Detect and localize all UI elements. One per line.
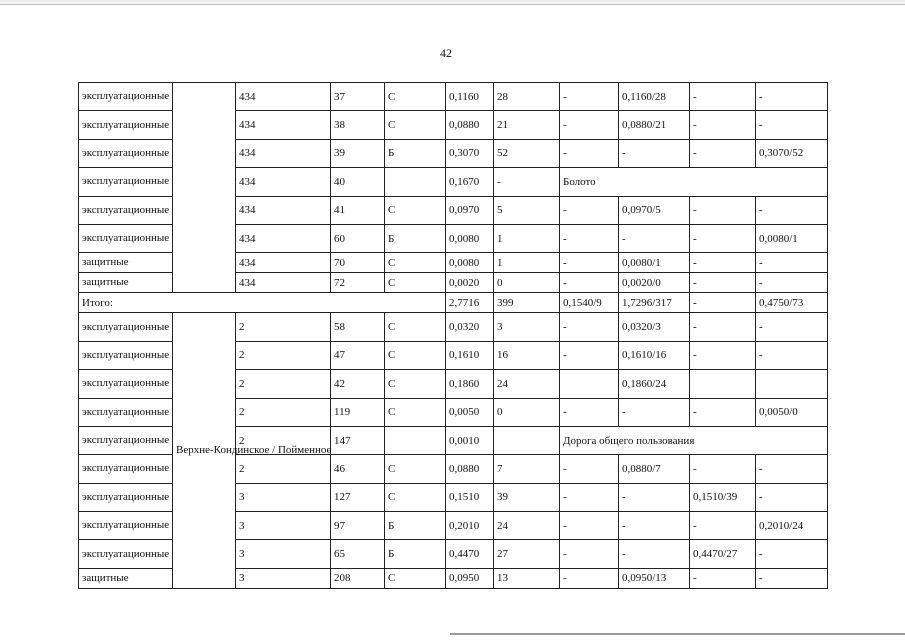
- plot-cell: 41: [331, 196, 385, 224]
- quarter-cell: 434: [236, 196, 331, 224]
- total-value-cell: 1,7296/317: [619, 293, 690, 313]
- value-cell: -: [560, 139, 619, 167]
- value-cell: 0,0080/1: [756, 224, 828, 252]
- volume-cell: 24: [494, 512, 560, 540]
- value-cell: -: [619, 398, 690, 426]
- value-cell: [690, 370, 756, 398]
- quarter-cell: 434: [236, 273, 331, 293]
- quarter-cell: 2: [236, 370, 331, 398]
- value-cell: -: [690, 341, 756, 369]
- quarter-cell: 3: [236, 483, 331, 511]
- area-cell: 0,1510: [446, 483, 494, 511]
- purpose-cell: эксплуатационные: [79, 313, 173, 341]
- value-cell: -: [619, 512, 690, 540]
- plot-cell: 60: [331, 224, 385, 252]
- volume-cell: 24: [494, 370, 560, 398]
- volume-cell: 5: [494, 196, 560, 224]
- quarter-cell: 434: [236, 224, 331, 252]
- kind-cell: С: [385, 455, 446, 483]
- area-cell: 0,1160: [446, 83, 494, 111]
- area-cell: 0,0050: [446, 398, 494, 426]
- plot-cell: 38: [331, 111, 385, 139]
- table-row: [79, 313, 828, 341]
- plot-cell: 42: [331, 370, 385, 398]
- value-cell: 0,0320/3: [619, 313, 690, 341]
- value-cell: -: [690, 83, 756, 111]
- plot-cell: 70: [331, 253, 385, 273]
- quarter-cell: 2: [236, 341, 331, 369]
- plot-cell: 37: [331, 83, 385, 111]
- value-cell: 0,1510/39: [690, 483, 756, 511]
- note-cell: Дорога общего пользования: [560, 426, 828, 454]
- purpose-cell: эксплуатационные: [79, 341, 173, 369]
- kind-cell: Б: [385, 139, 446, 167]
- volume-cell: 1: [494, 253, 560, 273]
- purpose-cell: защитные: [79, 273, 173, 293]
- kind-cell: С: [385, 273, 446, 293]
- volume-cell: 16: [494, 341, 560, 369]
- volume-cell: 28: [494, 83, 560, 111]
- value-cell: -: [560, 483, 619, 511]
- volume-cell: 27: [494, 540, 560, 568]
- volume-cell: -: [494, 168, 560, 196]
- area-cell: 0,0950: [446, 568, 494, 588]
- purpose-cell: эксплуатационные: [79, 540, 173, 568]
- value-cell: -: [690, 111, 756, 139]
- purpose-cell: эксплуатационные: [79, 83, 173, 111]
- kind-cell: С: [385, 253, 446, 273]
- kind-cell: С: [385, 568, 446, 588]
- value-cell: -: [619, 540, 690, 568]
- value-cell: 0,0080/1: [619, 253, 690, 273]
- total-value-cell: 399: [494, 293, 560, 313]
- value-cell: -: [619, 483, 690, 511]
- area-cell: 0,0010: [446, 426, 494, 454]
- area-cell: 0,4470: [446, 540, 494, 568]
- value-cell: 0,3070/52: [756, 139, 828, 167]
- value-cell: -: [756, 111, 828, 139]
- quarter-cell: 3: [236, 512, 331, 540]
- value-cell: 0,1610/16: [619, 341, 690, 369]
- scan-line-top: [0, 4, 905, 5]
- scan-edge: [0, 0, 905, 6]
- value-cell: -: [560, 224, 619, 252]
- value-cell: -: [560, 540, 619, 568]
- value-cell: -: [690, 313, 756, 341]
- value-cell: -: [560, 341, 619, 369]
- purpose-cell: защитные: [79, 568, 173, 588]
- value-cell: -: [560, 313, 619, 341]
- quarter-cell: 434: [236, 253, 331, 273]
- value-cell: -: [756, 273, 828, 293]
- volume-cell: 21: [494, 111, 560, 139]
- value-cell: -: [690, 398, 756, 426]
- value-cell: 0,2010/24: [756, 512, 828, 540]
- kind-cell: С: [385, 483, 446, 511]
- total-value-cell: 0,4750/73: [756, 293, 828, 313]
- value-cell: -: [560, 455, 619, 483]
- value-cell: [756, 370, 828, 398]
- purpose-cell: эксплуатационные: [79, 370, 173, 398]
- value-cell: -: [560, 568, 619, 588]
- value-cell: [560, 370, 619, 398]
- quarter-cell: 434: [236, 111, 331, 139]
- quarter-cell: 434: [236, 83, 331, 111]
- kind-cell: С: [385, 370, 446, 398]
- plot-cell: 39: [331, 139, 385, 167]
- value-cell: -: [756, 568, 828, 588]
- value-cell: -: [756, 83, 828, 111]
- forestry-cell: Верхне-Кондинское / Пойменное: [173, 313, 236, 589]
- value-cell: -: [560, 83, 619, 111]
- value-cell: -: [560, 512, 619, 540]
- value-cell: 0,0950/13: [619, 568, 690, 588]
- kind-cell: Б: [385, 512, 446, 540]
- kind-cell: [385, 168, 446, 196]
- area-cell: 0,2010: [446, 512, 494, 540]
- plot-cell: 58: [331, 313, 385, 341]
- value-cell: 0,0880/21: [619, 111, 690, 139]
- purpose-cell: эксплуатационные: [79, 224, 173, 252]
- quarter-cell: 2: [236, 398, 331, 426]
- kind-cell: С: [385, 111, 446, 139]
- area-cell: 0,0020: [446, 273, 494, 293]
- value-cell: 0,0880/7: [619, 455, 690, 483]
- value-cell: 0,1860/24: [619, 370, 690, 398]
- volume-cell: 13: [494, 568, 560, 588]
- plot-cell: 47: [331, 341, 385, 369]
- purpose-cell: эксплуатационные: [79, 512, 173, 540]
- plot-cell: 46: [331, 455, 385, 483]
- volume-cell: 0: [494, 398, 560, 426]
- purpose-cell: эксплуатационные: [79, 398, 173, 426]
- plot-cell: 147: [331, 426, 385, 454]
- table-row: [79, 83, 828, 111]
- value-cell: -: [560, 111, 619, 139]
- volume-cell: 39: [494, 483, 560, 511]
- volume-cell: 1: [494, 224, 560, 252]
- table-body: [79, 83, 828, 589]
- value-cell: 0,4470/27: [690, 540, 756, 568]
- plot-cell: 127: [331, 483, 385, 511]
- total-label: Итого:: [79, 293, 446, 313]
- value-cell: 0,1160/28: [619, 83, 690, 111]
- value-cell: -: [756, 540, 828, 568]
- scan-line-bottom: [450, 633, 905, 635]
- quarter-cell: 3: [236, 540, 331, 568]
- value-cell: -: [756, 313, 828, 341]
- value-cell: -: [756, 253, 828, 273]
- value-cell: -: [690, 196, 756, 224]
- value-cell: -: [690, 455, 756, 483]
- area-cell: 0,0970: [446, 196, 494, 224]
- purpose-cell: эксплуатационные: [79, 111, 173, 139]
- page-number: 42: [440, 46, 452, 60]
- value-cell: -: [690, 139, 756, 167]
- kind-cell: Б: [385, 540, 446, 568]
- quarter-cell: 3: [236, 568, 331, 588]
- value-cell: -: [690, 224, 756, 252]
- area-cell: 0,3070: [446, 139, 494, 167]
- area-cell: 0,0320: [446, 313, 494, 341]
- value-cell: -: [560, 253, 619, 273]
- purpose-cell: эксплуатационные: [79, 426, 173, 454]
- value-cell: -: [756, 196, 828, 224]
- area-cell: 0,0080: [446, 253, 494, 273]
- plot-cell: 65: [331, 540, 385, 568]
- value-cell: -: [690, 512, 756, 540]
- total-value-cell: 2,7716: [446, 293, 494, 313]
- kind-cell: С: [385, 341, 446, 369]
- volume-cell: 7: [494, 455, 560, 483]
- kind-cell: С: [385, 196, 446, 224]
- area-cell: 0,0080: [446, 224, 494, 252]
- area-cell: 0,0880: [446, 455, 494, 483]
- purpose-cell: эксплуатационные: [79, 455, 173, 483]
- value-cell: -: [560, 273, 619, 293]
- note-cell: Болото: [560, 168, 828, 196]
- volume-cell: [494, 426, 560, 454]
- purpose-cell: эксплуатационные: [79, 139, 173, 167]
- kind-cell: С: [385, 398, 446, 426]
- value-cell: 0,0050/0: [756, 398, 828, 426]
- value-cell: -: [756, 455, 828, 483]
- total-value-cell: 0,1540/9: [560, 293, 619, 313]
- value-cell: 0,0020/0: [619, 273, 690, 293]
- forestry-cell: [173, 83, 236, 293]
- purpose-cell: защитные: [79, 253, 173, 273]
- value-cell: -: [756, 341, 828, 369]
- value-cell: 0,0970/5: [619, 196, 690, 224]
- purpose-cell: эксплуатационные: [79, 196, 173, 224]
- total-row: [79, 293, 828, 313]
- kind-cell: [385, 426, 446, 454]
- value-cell: -: [690, 273, 756, 293]
- plot-cell: 208: [331, 568, 385, 588]
- value-cell: -: [560, 196, 619, 224]
- volume-cell: 3: [494, 313, 560, 341]
- area-cell: 0,1670: [446, 168, 494, 196]
- kind-cell: С: [385, 83, 446, 111]
- plot-cell: 40: [331, 168, 385, 196]
- value-cell: -: [756, 483, 828, 511]
- forest-plot-table: [78, 82, 828, 589]
- area-cell: 0,1860: [446, 370, 494, 398]
- quarter-cell: 2: [236, 426, 331, 454]
- quarter-cell: 2: [236, 313, 331, 341]
- volume-cell: 52: [494, 139, 560, 167]
- area-cell: 0,0880: [446, 111, 494, 139]
- value-cell: -: [619, 224, 690, 252]
- plot-cell: 119: [331, 398, 385, 426]
- quarter-cell: 2: [236, 455, 331, 483]
- purpose-cell: эксплуатационные: [79, 483, 173, 511]
- value-cell: -: [690, 253, 756, 273]
- value-cell: -: [619, 139, 690, 167]
- purpose-cell: эксплуатационные: [79, 168, 173, 196]
- quarter-cell: 434: [236, 168, 331, 196]
- total-value-cell: -: [690, 293, 756, 313]
- volume-cell: 0: [494, 273, 560, 293]
- plot-cell: 97: [331, 512, 385, 540]
- value-cell: -: [560, 398, 619, 426]
- kind-cell: Б: [385, 224, 446, 252]
- value-cell: -: [690, 568, 756, 588]
- area-cell: 0,1610: [446, 341, 494, 369]
- plot-cell: 72: [331, 273, 385, 293]
- quarter-cell: 434: [236, 139, 331, 167]
- kind-cell: С: [385, 313, 446, 341]
